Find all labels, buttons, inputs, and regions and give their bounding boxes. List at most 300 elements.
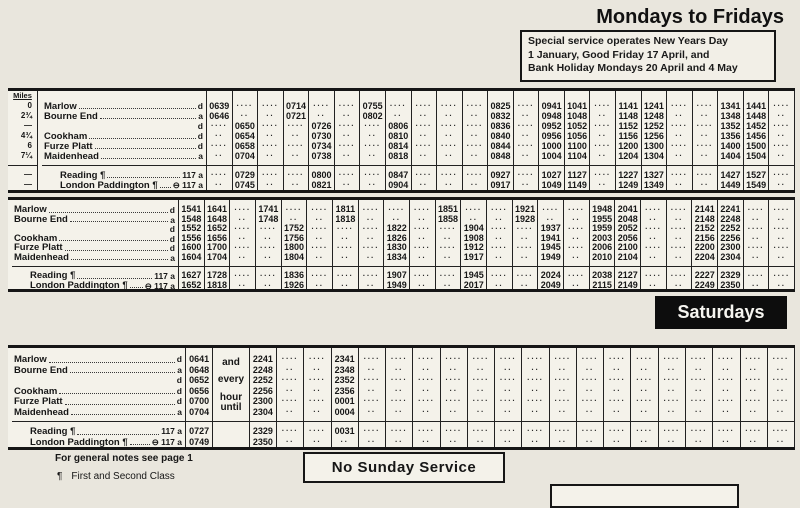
time-cell: 1949	[386, 280, 407, 290]
header-space	[642, 91, 667, 101]
filler-dots: ····	[517, 141, 535, 150]
header-space	[386, 91, 411, 101]
train-column	[717, 200, 743, 289]
time-cell: 0848	[490, 151, 511, 161]
filler-dots: ··	[675, 151, 684, 160]
time-cell: 2256	[252, 385, 273, 396]
filler-dots: ····	[210, 121, 228, 130]
filler-dots: ··	[445, 131, 454, 140]
filler-dots: ····	[418, 354, 435, 363]
time-cell: 2115	[592, 280, 612, 290]
filler-dots: ··	[694, 364, 704, 374]
filler-dots: ··	[504, 436, 513, 446]
train-column	[358, 200, 384, 289]
station-name: Marlow	[14, 354, 47, 365]
time-cell: 1604	[181, 252, 202, 262]
blank-cell	[213, 437, 248, 448]
filler-dots: ··	[313, 406, 322, 416]
time-cell: 1300	[643, 141, 664, 151]
filler-dots: ··	[395, 406, 404, 416]
london-separator	[487, 262, 512, 267]
every-hour-note-line: hour until	[219, 392, 243, 414]
time-cell: 2252	[720, 224, 741, 233]
pilcrow-symbol: ¶	[57, 471, 63, 482]
dotted-leader	[101, 158, 196, 159]
saturdays-banner: Saturdays	[655, 296, 787, 329]
time-cell: 2329	[720, 271, 741, 280]
filler-dots: ··	[694, 406, 704, 416]
filler-dots: ····	[262, 141, 279, 150]
filler-dots: ····	[527, 396, 544, 405]
time-cell: 2152	[694, 224, 715, 233]
filler-dots: ··	[469, 214, 478, 224]
filler-dots: ··	[749, 364, 758, 374]
filler-dots: ····	[281, 396, 299, 405]
filler-dots: ····	[466, 141, 484, 150]
filler-dots: ····	[747, 243, 765, 252]
london-station-row	[42, 180, 206, 190]
dotted-leader	[65, 250, 168, 251]
filler-dots: ··	[649, 233, 658, 243]
time-cell: 2049	[540, 280, 561, 290]
station-row	[42, 121, 206, 131]
filler-dots: ····	[337, 271, 354, 280]
train-column	[257, 91, 283, 190]
filler-dots: ····	[773, 205, 791, 214]
filler-dots: ····	[745, 354, 762, 363]
station-name: Bourne End	[44, 111, 98, 122]
time-cell: 1752	[284, 224, 305, 233]
header-space	[207, 91, 232, 101]
filler-dots: ····	[773, 170, 790, 179]
filler-dots: ····	[554, 396, 572, 405]
filler-dots: ····	[772, 396, 790, 405]
time-cell: 1004	[541, 151, 562, 161]
filler-dots: ····	[311, 205, 329, 214]
time-cell: 2227	[694, 271, 715, 280]
time-cell: 0818	[388, 151, 409, 161]
time-cell: 1027	[541, 170, 562, 180]
station-names-column	[38, 91, 206, 190]
filler-dots: ····	[338, 170, 356, 179]
time-cell: 1256	[643, 131, 664, 141]
time-cell: 0821	[311, 180, 332, 190]
london-separator	[359, 262, 384, 267]
time-cell: 0836	[490, 121, 511, 131]
train-column	[537, 200, 563, 289]
filler-dots: ··	[649, 252, 658, 262]
filler-dots: ··	[598, 180, 607, 189]
time-cell: 2048	[617, 214, 638, 224]
filler-dots: ····	[337, 224, 354, 233]
london-separator	[550, 417, 576, 422]
filler-dots: ··	[558, 436, 567, 446]
filler-dots: ····	[745, 426, 762, 435]
time-cell: 1148	[618, 111, 639, 121]
filler-dots: ··	[531, 364, 540, 374]
london-separator	[359, 417, 385, 422]
filler-dots: ··	[264, 252, 273, 262]
station-name: Furze Platt	[14, 396, 63, 407]
time-cell: 1830	[386, 243, 407, 252]
time-cell: 0648	[189, 364, 210, 375]
time-cell: 1811	[335, 205, 356, 214]
filler-dots: ····	[363, 375, 381, 384]
time-cell: 1937	[540, 224, 561, 233]
station-name: Furze Platt	[44, 141, 93, 152]
london-separator	[412, 161, 437, 166]
filler-dots: ····	[581, 354, 599, 363]
train-column	[440, 348, 467, 447]
filler-dots: ····	[414, 243, 431, 252]
time-cell: 0844	[490, 141, 511, 151]
filler-dots: ····	[636, 396, 653, 405]
filler-dots: ····	[389, 101, 407, 110]
filler-dots: ····	[516, 243, 534, 252]
arrival-departure-mark: a	[198, 111, 203, 121]
filler-dots: ··	[572, 214, 581, 224]
blank-cell	[213, 426, 248, 437]
train-column	[435, 200, 461, 289]
filler-dots: ····	[645, 243, 662, 252]
train-column	[767, 348, 794, 447]
filler-dots: ····	[362, 224, 380, 233]
time-cell: 1908	[463, 233, 484, 243]
time-cell: 1141	[618, 101, 639, 111]
station-name: Bourne End	[14, 213, 68, 225]
arrival-departure-mark: 117 a	[161, 426, 182, 436]
london-separator	[304, 417, 330, 422]
london-separator	[332, 417, 358, 422]
filler-dots: ··	[264, 280, 273, 290]
time-cell: 1041	[567, 101, 588, 111]
filler-dots: ····	[636, 354, 653, 363]
filler-dots: ····	[671, 121, 688, 130]
miles-header: Miles	[13, 91, 32, 100]
time-cell: 2348	[334, 364, 355, 375]
miles-value: 0	[27, 101, 32, 110]
filler-dots: ····	[499, 375, 517, 384]
filler-dots: ··	[722, 406, 731, 416]
dotted-leader	[107, 177, 180, 178]
filler-dots: ··	[341, 233, 350, 243]
train-column	[640, 200, 666, 289]
filler-dots: ··	[667, 385, 676, 395]
arrival-departure-mark: ⊖ 117 a	[172, 180, 203, 190]
dotted-leader	[59, 240, 168, 241]
time-cell: 1556	[181, 233, 202, 243]
special-service-notice	[520, 30, 776, 82]
arrival-departure-mark: a	[198, 151, 203, 161]
filler-dots: ··	[776, 385, 786, 395]
filler-dots: ··	[777, 151, 786, 160]
filler-dots: ····	[663, 426, 681, 435]
train-column	[249, 348, 276, 447]
filler-dots: ····	[466, 170, 484, 179]
filler-dots: ··	[445, 111, 454, 120]
filler-dots: ····	[236, 101, 254, 110]
london-separator	[642, 161, 667, 166]
filler-dots: ····	[671, 101, 688, 110]
filler-dots: ··	[313, 364, 322, 374]
filler-dots: ····	[663, 354, 681, 363]
london-separator	[307, 262, 332, 267]
filler-dots: ··	[366, 252, 376, 262]
time-cell: 0948	[541, 111, 562, 121]
filler-dots: ··	[546, 214, 555, 224]
london-separator	[386, 417, 412, 422]
general-notes-text: For general notes see page 1	[55, 453, 193, 464]
london-separator	[615, 262, 640, 267]
filler-dots: ··	[266, 151, 275, 160]
time-cell: 1912	[463, 243, 484, 252]
station-row	[42, 101, 206, 111]
filler-dots: ····	[418, 426, 435, 435]
filler-dots: ··	[531, 406, 540, 416]
filler-dots: ····	[499, 354, 517, 363]
filler-dots: ··	[470, 180, 480, 189]
filler-dots: ··	[395, 436, 404, 446]
arrival-departure-mark: d	[176, 396, 182, 406]
station-name: Cookham	[14, 385, 58, 397]
filler-dots: ··	[777, 111, 786, 120]
filler-dots: ····	[594, 121, 612, 130]
time-cell: 0652	[189, 375, 210, 385]
time-cell: 0650	[234, 121, 255, 131]
notice-line: Special service operates New Years Day	[528, 35, 729, 47]
london-separator	[413, 417, 439, 422]
filler-dots: ····	[309, 375, 326, 384]
time-cell: 1627	[181, 271, 202, 280]
timetable-weekday-evening	[8, 197, 795, 292]
filler-dots: ··	[751, 214, 761, 224]
time-cell: 1858	[438, 214, 459, 224]
london-separator	[769, 161, 794, 166]
time-cell: 0840	[490, 131, 511, 141]
london-separator	[335, 161, 360, 166]
filler-dots: ··	[674, 252, 684, 262]
class-footnote	[57, 471, 175, 482]
filler-dots: ····	[262, 101, 279, 110]
train-column	[743, 200, 769, 289]
time-cell: 1917	[463, 252, 484, 262]
filler-dots: ··	[776, 364, 786, 374]
filler-dots: ··	[418, 214, 427, 224]
filler-dots: ····	[491, 271, 508, 280]
station-name: London Paddington ¶	[30, 279, 128, 291]
time-cell: 2024	[540, 271, 561, 280]
filler-dots: ····	[418, 375, 435, 384]
miles-value: —	[24, 121, 32, 130]
filler-dots: ··	[700, 131, 710, 140]
filler-dots: ··	[366, 233, 376, 243]
train-column	[308, 91, 334, 190]
station-name: Reading ¶	[60, 170, 106, 181]
filler-dots: ····	[472, 375, 490, 384]
train-column	[658, 348, 685, 447]
station-name: Marlow	[14, 204, 47, 215]
time-cell: 2300	[720, 243, 741, 252]
time-cell: 2052	[617, 224, 638, 233]
no-sunday-service-box: No Sunday Service	[303, 452, 505, 483]
filler-dots: ··	[240, 111, 249, 120]
filler-dots: ····	[608, 375, 626, 384]
london-separator	[718, 161, 743, 166]
filler-dots: ··	[366, 280, 376, 290]
filler-dots: ··	[418, 233, 427, 243]
filler-dots: ··	[264, 233, 273, 243]
station-name: Maidenhead	[44, 151, 99, 162]
filler-dots: ····	[696, 101, 714, 110]
filler-dots: ··	[751, 233, 761, 243]
filler-dots: ····	[554, 426, 572, 435]
time-cell: 0802	[362, 111, 383, 121]
filler-dots: ····	[636, 375, 653, 384]
train-column	[383, 200, 409, 289]
arrival-departure-mark: d	[169, 205, 175, 215]
time-cell: 0810	[388, 131, 409, 141]
train-column	[331, 348, 358, 447]
header-space	[437, 91, 462, 101]
london-separator	[436, 262, 461, 267]
time-cell: 0941	[541, 101, 562, 111]
filler-dots: ··	[700, 151, 710, 160]
filler-dots: ··	[317, 111, 326, 120]
time-cell: 0700	[189, 396, 210, 406]
filler-dots: ··	[700, 180, 710, 189]
filler-dots: ····	[363, 426, 381, 435]
time-cell: 1656	[206, 233, 228, 243]
london-separator	[713, 417, 739, 422]
filler-dots: ····	[414, 271, 431, 280]
filler-dots: ··	[215, 151, 224, 160]
header-space	[514, 91, 539, 101]
time-cell: 2252	[252, 375, 273, 385]
filler-dots: ··	[613, 406, 622, 416]
time-cell: 0734	[311, 141, 332, 151]
london-separator	[577, 417, 603, 422]
time-cell: 1200	[618, 141, 639, 151]
filler-dots: ····	[773, 141, 790, 150]
london-separator	[769, 262, 794, 267]
header-space	[335, 91, 360, 101]
filler-dots: ··	[266, 180, 275, 189]
filler-dots: ··	[476, 364, 486, 374]
train-column	[411, 91, 437, 190]
london-separator	[667, 262, 692, 267]
arrival-departure-mark: ⊖ 117 a	[151, 436, 182, 447]
dotted-leader	[70, 221, 168, 222]
time-cell: 0832	[490, 111, 511, 121]
filler-dots: ··	[777, 131, 786, 140]
filler-dots: ··	[585, 436, 595, 446]
filler-dots: ··	[285, 436, 295, 446]
filler-dots: ··	[215, 180, 224, 189]
train-column	[487, 91, 513, 190]
filler-dots: ··	[640, 385, 649, 395]
filler-dots: ····	[441, 121, 458, 130]
filler-dots: ····	[773, 243, 791, 252]
filler-dots: ··	[640, 406, 649, 416]
filler-dots: ··	[777, 280, 786, 290]
filler-dots: ··	[776, 406, 786, 416]
dotted-leader	[65, 404, 175, 405]
arrival-departure-mark: a	[177, 406, 182, 417]
notice-line: Bank Holiday Mondays 20 April and 4 May	[528, 62, 738, 75]
filler-dots: ··	[419, 131, 428, 140]
london-separator	[284, 161, 309, 166]
filler-dots: ····	[287, 141, 305, 150]
filler-dots: ··	[572, 233, 581, 243]
time-cell: 1648	[206, 214, 228, 224]
time-cell: 2017	[463, 280, 484, 290]
london-separator	[590, 262, 615, 267]
train-column	[178, 200, 204, 289]
london-separator	[495, 417, 521, 422]
filler-dots: ····	[362, 205, 380, 214]
time-cell: 0730	[311, 131, 332, 141]
filler-dots: ····	[645, 224, 662, 233]
filler-dots: ····	[747, 271, 765, 280]
filler-dots: ··	[722, 436, 731, 446]
time-cell: 1836	[284, 271, 305, 280]
train-column	[685, 348, 712, 447]
filler-dots: ····	[516, 224, 534, 233]
london-separator	[384, 262, 409, 267]
filler-dots: ····	[210, 141, 228, 150]
filler-dots: ····	[773, 121, 790, 130]
filler-dots: ··	[675, 131, 684, 140]
time-cell: 1356	[720, 131, 741, 141]
filler-dots: ····	[568, 224, 585, 233]
filler-dots: ····	[554, 354, 572, 363]
train-column	[255, 200, 281, 289]
dotted-leader	[130, 287, 143, 288]
time-cell: 1748	[258, 214, 279, 224]
train-column	[185, 348, 212, 447]
filler-dots: ····	[262, 121, 279, 130]
time-cell: 0654	[234, 131, 255, 141]
train-column	[512, 200, 538, 289]
filler-dots: ····	[441, 170, 458, 179]
filler-dots: ····	[670, 205, 688, 214]
filler-dots: ··	[613, 436, 622, 446]
time-cell: 1945	[540, 243, 561, 252]
station-row	[42, 141, 206, 151]
filler-dots: ··	[395, 385, 404, 395]
filler-dots: ····	[491, 205, 508, 214]
time-cell: 1452	[746, 121, 767, 131]
filler-dots: ····	[281, 375, 299, 384]
london-separator	[250, 417, 276, 422]
time-cell: 1000	[541, 141, 562, 151]
train-column	[666, 91, 692, 190]
filler-dots: ····	[718, 375, 735, 384]
train-column	[615, 91, 641, 190]
filler-dots: ····	[472, 396, 490, 405]
filler-dots: ··	[694, 385, 704, 395]
time-cell: 1441	[746, 101, 767, 111]
header-space	[412, 91, 437, 101]
filler-dots: ····	[287, 121, 305, 130]
time-cell: 0952	[541, 121, 562, 131]
london-station-row	[12, 426, 185, 437]
time-columns	[206, 91, 795, 190]
filler-dots: ··	[476, 436, 486, 446]
station-name: Furze Platt	[14, 242, 63, 253]
filler-dots: ··	[495, 252, 504, 262]
time-cell: 1652	[206, 224, 228, 233]
